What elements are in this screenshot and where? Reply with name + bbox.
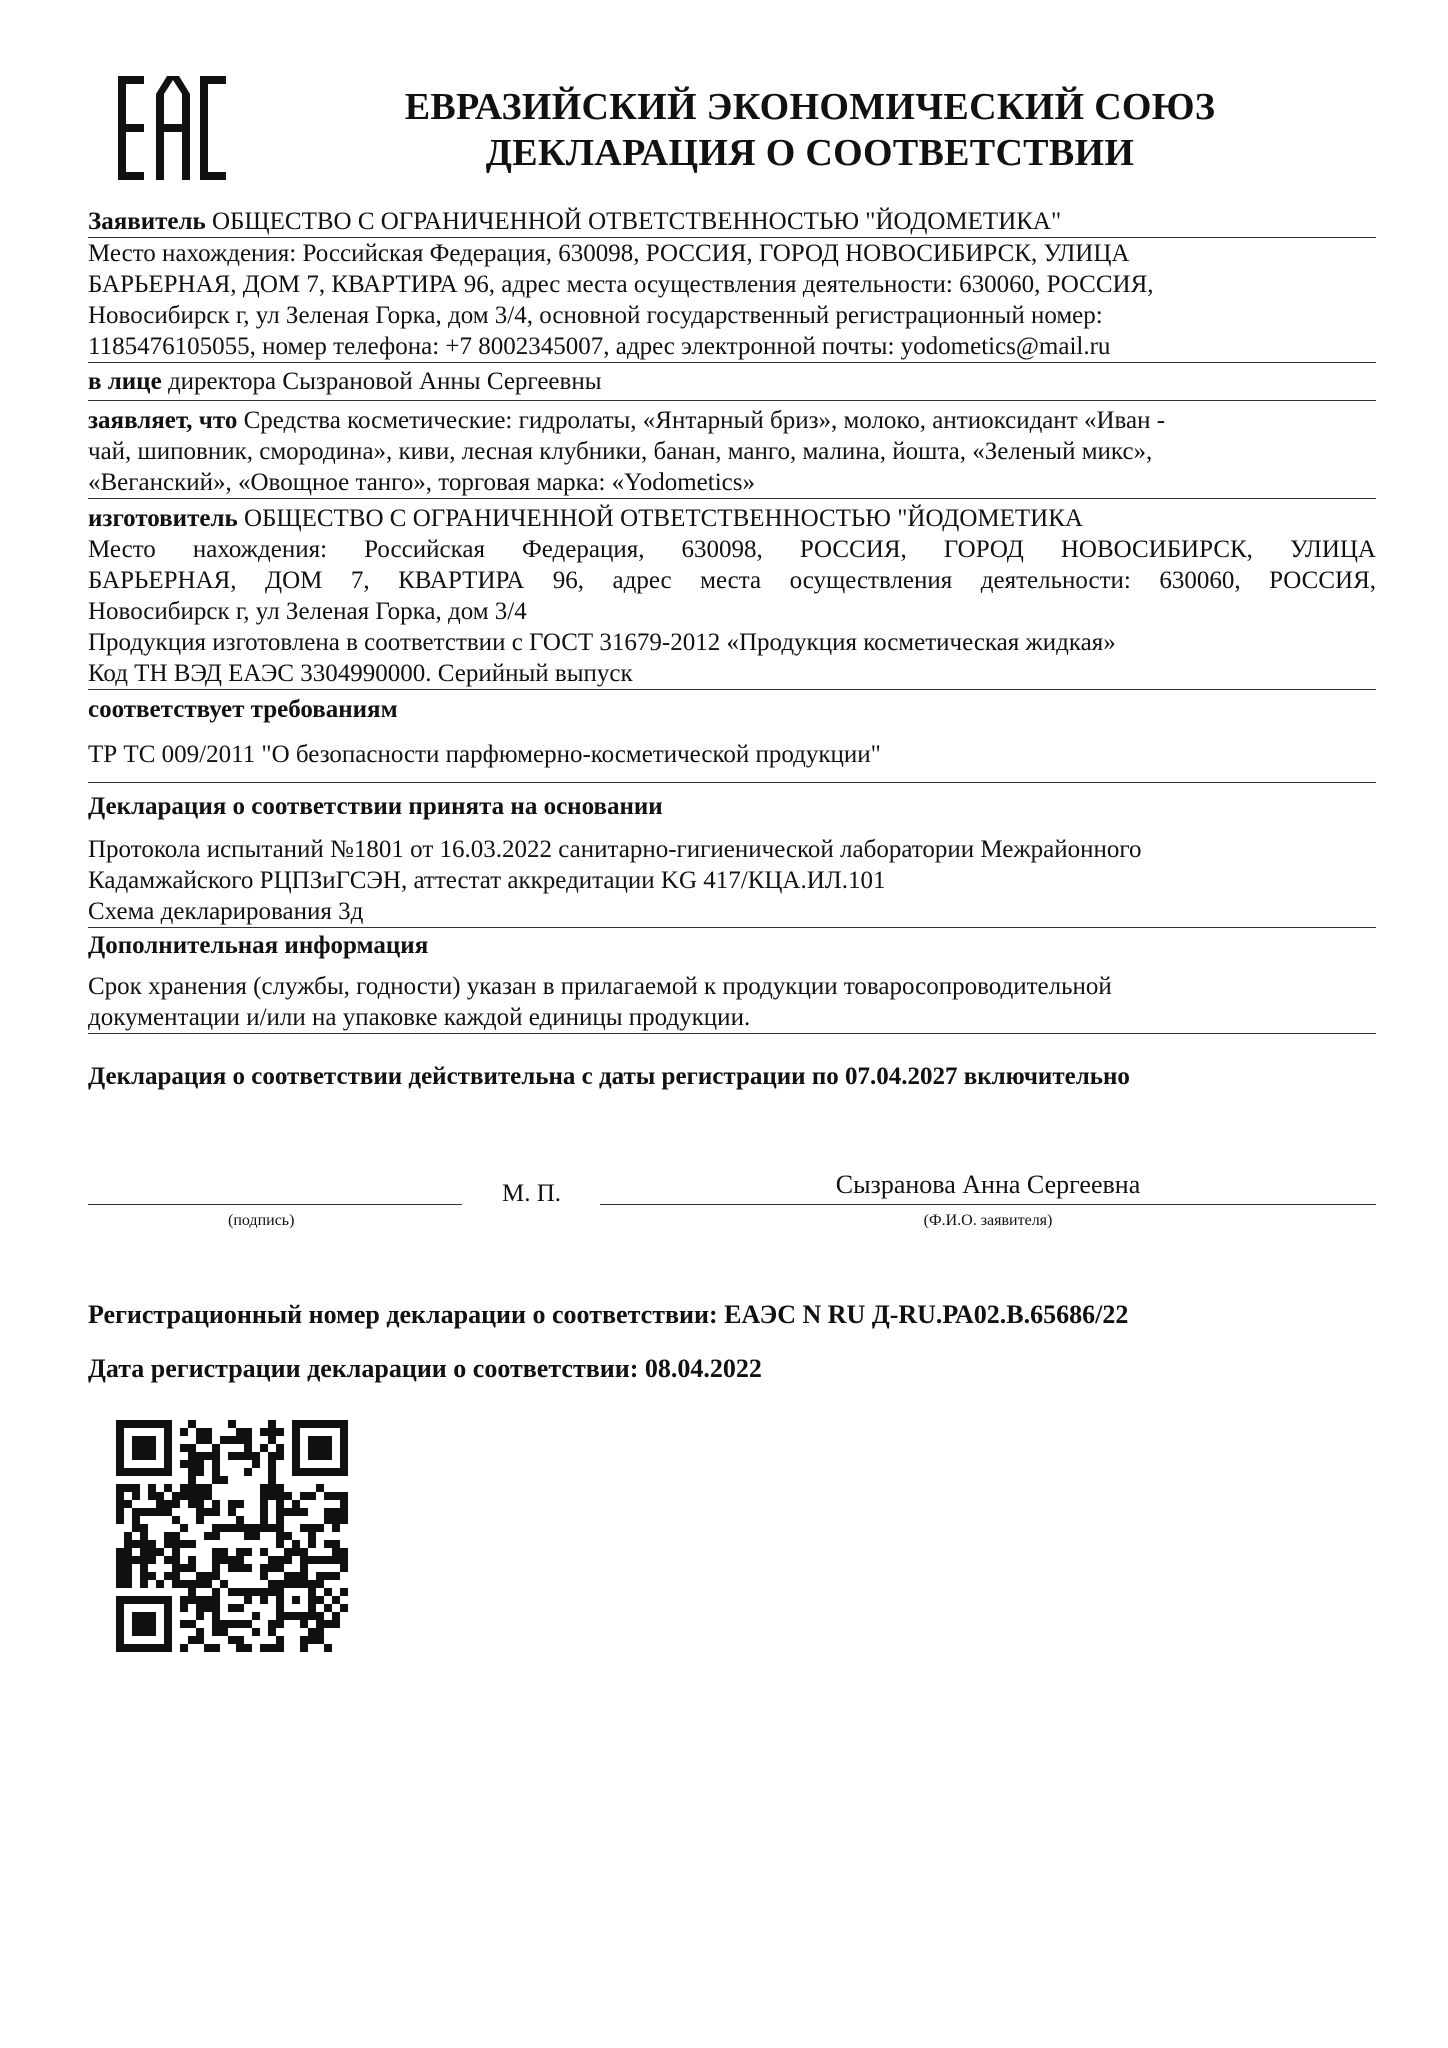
name-line: [600, 1204, 1376, 1205]
stamp-place-label: М. П.: [502, 1180, 562, 1207]
title-declaration: ДЕКЛАРАЦИЯ О СООТВЕТСТВИИ: [485, 132, 1135, 174]
qr-code: [116, 1420, 348, 1652]
declaration-body: [88, 206, 1376, 1117]
manufacturer-label: изготовитель: [88, 505, 238, 532]
additional-line: документации и/или на упаковке каждой единицы продукции.: [88, 1004, 751, 1031]
basis-line: Протокола испытаний №1801 от 16.03.2022 санитарно-гигиенической лаборатории Межрайонного: [88, 836, 1142, 863]
manufacturer-address-line: Место нахождения: Российская Федерация, 630098, РОССИЯ, ГОРОД НОВОСИБИРСК, УЛИЦА: [88, 536, 1376, 563]
manufacturer-gost: Продукция изготовлена в соответствии с ГОСТ 31679-2012 «Продукция косметическая жидкая»: [88, 629, 1116, 656]
applicant-address-line: Новосибирск г, ул Зеленая Горка, дом 3/4, основной государственный регистрационный номер:: [88, 302, 1103, 329]
manufacturer-address-line: Новосибирск г, ул Зеленая Горка, дом 3/4: [88, 598, 527, 625]
applicant-address-line: Место нахождения: Российская Федерация, 630098, РОССИЯ, ГОРОД НОВОСИБИРСК, УЛИЦА: [88, 240, 1130, 267]
document-title: [260, 84, 1360, 176]
registration-date: Дата регистрации декларации о соответствии: 08.04.2022: [88, 1354, 762, 1383]
declares-line: «Веганский», «Овощное танго», торговая марка: «Yodometics»: [88, 469, 755, 496]
representative-section: [88, 363, 1376, 401]
representative-label: в лице: [88, 368, 162, 395]
signatory-name: Сызранова Анна Сергеевна: [835, 1170, 1141, 1199]
manufacturer-name: ОБЩЕСТВО С ОГРАНИЧЕННОЙ ОТВЕТСТВЕННОСТЬЮ "ЙОДОМЕТИКА: [243, 505, 1083, 532]
eac-logo: [118, 76, 226, 180]
applicant-name: ОБЩЕСТВО С ОГРАНИЧЕННОЙ ОТВЕТСТВЕННОСТЬЮ "ЙОДОМЕТИКА": [212, 208, 1062, 235]
basis-line: Кадамжайского РЦПЗиГСЭН, аттестат аккредитации KG 417/КЦА.ИЛ.101: [88, 867, 886, 894]
applicant-address-line: БАРЬЕРНАЯ, ДОМ 7, КВАРТИРА 96, адрес места осуществления деятельности: 630060, РОССИЯ,: [88, 271, 1154, 298]
validity-section: [88, 1034, 1376, 1092]
signature-line: [88, 1204, 462, 1205]
manufacturer-address-line: БАРЬЕРНАЯ, ДОМ 7, КВАРТИРА 96, адрес места осуществления деятельности: 630060, РОССИЯ,: [88, 567, 1376, 594]
applicant-section: [88, 206, 1376, 238]
name-caption: (Ф.И.О. заявителя): [923, 1212, 1053, 1229]
additional-label: Дополнительная информация: [88, 932, 429, 959]
applicant-label: Заявитель: [88, 208, 206, 235]
declares-label: заявляет, что: [88, 407, 238, 434]
requirements-label: соответствует требованиям: [88, 696, 398, 723]
representative-text: директора Сызрановой Анны Сергеевны: [167, 368, 602, 395]
title-union: ЕВРАЗИЙСКИЙ ЭКОНОМИЧЕСКИЙ СОЮЗ: [404, 86, 1216, 128]
basis-label: Декларация о соответствии принята на основании: [88, 793, 663, 820]
applicant-address: [88, 238, 1376, 363]
signature-caption: (подпись): [228, 1212, 295, 1229]
registration-number: Регистрационный номер декларации о соответствии: ЕАЭС N RU Д-RU.РА02.В.65686/22: [88, 1300, 1129, 1329]
signature-block: [88, 1170, 1376, 1230]
declares-section: [88, 401, 1376, 499]
validity-text: Декларация о соответствии действительна с даты регистрации по 07.04.2027 включительно: [88, 1063, 1130, 1090]
declares-line: Средства косметические: гидролаты, «Янтарный бриз», молоко, антиоксидант «Иван -: [243, 407, 1166, 434]
requirements-section: [88, 690, 1376, 783]
additional-section: [88, 928, 1376, 1034]
applicant-address-line: 1185476105055, номер телефона: +7 8002345007, адрес электронной почты: yodometics@mail.ru: [88, 333, 1111, 360]
manufacturer-code: Код ТН ВЭД ЕАЭС 3304990000. Серийный выпуск: [88, 660, 633, 687]
additional-line: Срок хранения (службы, годности) указан в прилагаемой к продукции товаросопроводительной: [88, 973, 1112, 1000]
manufacturer-section: [88, 499, 1376, 690]
declares-line: чай, шиповник, смородина», киви, лесная клубники, банан, манго, малина, йошта, «Зеленый микс»,: [88, 438, 1153, 465]
basis-section: [88, 783, 1376, 928]
requirements-text: ТР ТС 009/2011 "О безопасности парфюмерно-косметической продукции": [88, 741, 881, 768]
basis-line: Схема декларирования 3д: [88, 898, 364, 925]
